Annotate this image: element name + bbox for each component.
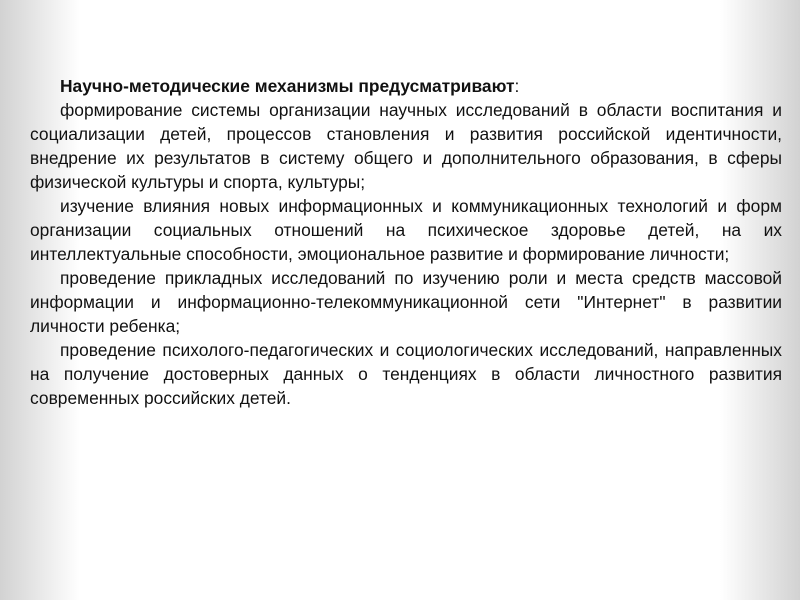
paragraph-psych-ped-research: проведение психолого-педагогических и социологических исследований, направленных на получение достоверных данных о тенденциях в области личностного развития современных российских детей. xyxy=(30,340,782,408)
heading-colon: : xyxy=(514,76,520,96)
slide-text-body xyxy=(30,74,782,410)
paragraph-research-system: формирование системы организации научных исследований в области воспитания и социализации детей, процессов становления и развития российской идентичности, внедрение их результатов в систему общего и дополнительного образования, в сферы физической культуры и спорта, культуры; xyxy=(30,100,782,192)
heading-bold-text: Научно-методические механизмы предусматривают xyxy=(60,76,515,96)
heading xyxy=(30,74,782,98)
paragraph-applied-research: проведение прикладных исследований по изучению роли и места средств массовой информации и информационно-телекоммуникационной сети "Интернет" в развитии личности ребенка; xyxy=(30,268,782,336)
paragraph-ict-influence: изучение влияния новых информационных и коммуникационных технологий и форм организации социальных отношений на психическое здоровье детей, на их интеллектуальные способности, эмоциональное развитие и формирование личности; xyxy=(30,196,782,264)
